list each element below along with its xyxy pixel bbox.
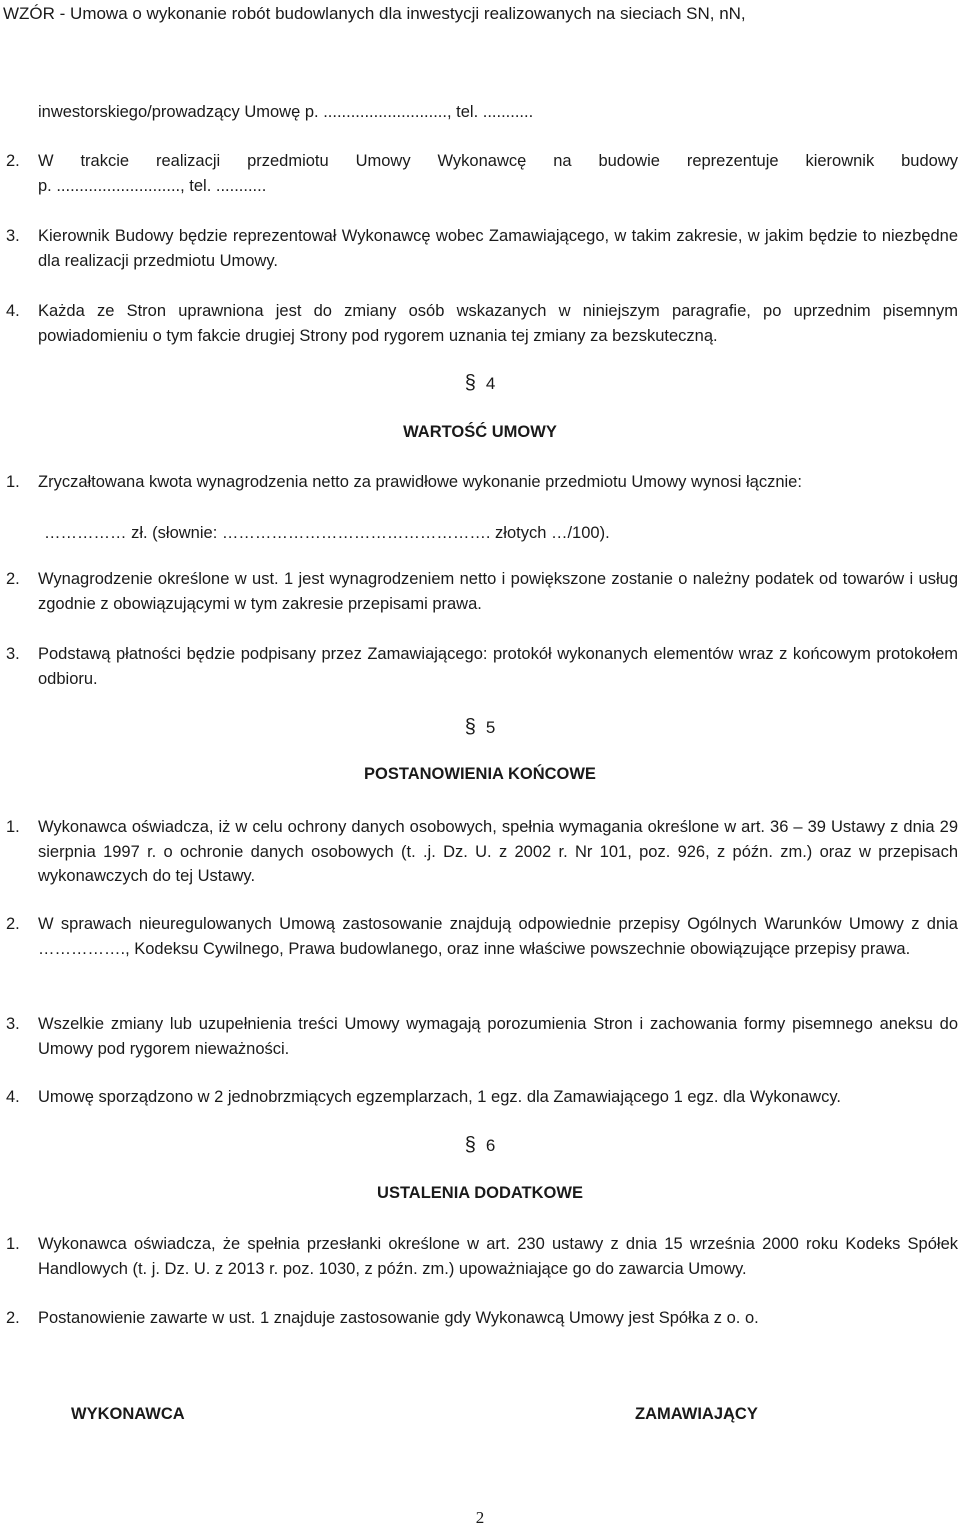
section-marker xyxy=(0,716,960,739)
paragraph-symbol: § xyxy=(464,716,476,738)
section-number: 4 xyxy=(485,374,496,393)
list-item: 1. Wykonawca oświadcza, że spełnia przesłanki określone w art. 230 ustawy z dnia 15 września 2000 roku Kodeks Spółek Handlowych (t. j. Dz. U. z 2013 r. poz. 1030, z późn. zm.) upoważniające go do zawarcia Umowy. xyxy=(6,1235,958,1278)
list-item: 2. W sprawach nieuregulowanych Umową zastosowanie znajdują odpowiednie przepisy Ogólnych Warunków Umowy z dnia ……………., Kodeksu Cywilnego, Prawa budowlanego, oraz inne właściwe powszechnie obowiązujące przepisy prawa. xyxy=(6,915,958,958)
list-item: 1. Zryczałtowana kwota wynagrodzenia netto za prawidłowe wykonanie przedmiotu Umowy wynosi łącznie: xyxy=(6,473,802,491)
list-item: 1. Wykonawca oświadcza, iż w celu ochrony danych osobowych, spełnia wymagania określone w art. 36 – 39 Ustawy z dnia 29 sierpnia 1997 r. o ochronie danych osobowych (t. .j. Dz. U. z 2002 r. Nr 101, poz. 926, z późn. zm.) oraz w przepisach wykonawczych do tej Ustawy. xyxy=(6,818,958,885)
list-item: 3. Podstawą płatności będzie podpisany przez Zamawiającego: protokół wykonanych elementów wraz z końcowym protokołem odbioru. xyxy=(6,645,958,688)
section-heading: POSTANOWIENIA KOŃCOWE xyxy=(364,765,596,783)
page-number: 2 xyxy=(475,1508,485,1527)
list-item: 3. Wszelkie zmiany lub uzupełnienia treści Umowy wymagają porozumienia Stron i zachowania formy pisemnego aneksu do Umowy pod rygorem nieważności. xyxy=(6,1015,958,1058)
amount-line: …………… zł. (słownie: …………………………………………. złotych …/100). xyxy=(44,524,610,542)
paragraph-symbol: § xyxy=(464,1134,476,1156)
section-heading: USTALENIA DODATKOWE xyxy=(377,1184,583,1202)
document-header: WZÓR - Umowa o wykonanie robót budowlanych dla inwestycji realizowanych na sieciach SN, nN, xyxy=(3,4,746,23)
section-number: 6 xyxy=(485,1136,496,1155)
signature-contractor: WYKONAWCA xyxy=(71,1405,185,1423)
list-item: 3. Kierownik Budowy będzie reprezentował Wykonawcę wobec Zamawiającego, w takim zakresie, w jakim będzie to niezbędne dla realizacji przedmiotu Umowy. xyxy=(6,227,958,270)
section-heading: WARTOŚĆ UMOWY xyxy=(403,423,557,441)
list-item: 2. W trakcie realizacji przedmiotu Umowy Wykonawcę na budowie reprezentuje kierownik budowy p. ..........................., tel. ........... xyxy=(6,152,958,195)
list-item: 4. Każda ze Stron uprawniona jest do zmiany osób wskazanych w niniejszym paragrafie, po uprzednim pisemnym powiadomieniu o tym fakcie drugiej Strony pod rygorem uznania tej zmiany za bezskuteczną. xyxy=(6,302,958,345)
section-marker xyxy=(0,1134,960,1157)
paragraph-symbol: § xyxy=(464,372,476,394)
section-marker xyxy=(0,372,960,395)
signature-client: ZAMAWIAJĄCY xyxy=(635,1405,758,1423)
list-item: 2. Wynagrodzenie określone w ust. 1 jest wynagrodzeniem netto i powiększone zostanie o należny podatek od towarów i usług zgodnie z obowiązującymi w tym zakresie przepisami prawa. xyxy=(6,570,958,613)
section-number: 5 xyxy=(485,718,496,737)
list-item: 2. Postanowienie zawarte w ust. 1 znajduje zastosowanie gdy Wykonawcą Umowy jest Spółka z o. o. xyxy=(6,1309,759,1327)
continuation-line: inwestorskiego/prowadzący Umowę p. ..........................., tel. ........... xyxy=(38,103,534,121)
list-item: 4. Umowę sporządzono w 2 jednobrzmiących egzemplarzach, 1 egz. dla Zamawiającego 1 egz. dla Wykonawcy. xyxy=(6,1088,841,1106)
